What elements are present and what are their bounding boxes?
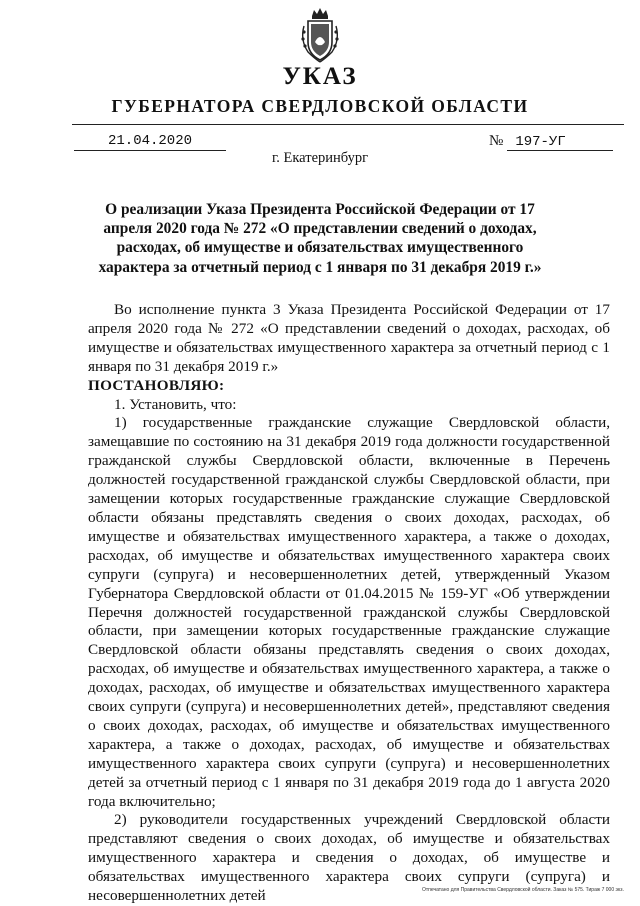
header-divider: [72, 124, 624, 125]
document-number: 197-УГ: [507, 134, 613, 151]
decree-word: ПОСТАНОВЛЯЮ:: [88, 376, 225, 394]
city-line: г. Екатеринбург: [271, 150, 369, 166]
print-footer: Отпечатано для Правительства Свердловской области. Заказ № 575. Тираж 7 000 экз.: [422, 887, 624, 893]
coat-of-arms-icon: [298, 6, 342, 64]
subitem-2-paragraph: 2) руководители государственных учреждений Свердловской области представляют сведения о своих доходах, об имуществе и обязательствах имущественного характера и сведения о доходах, об имуществе и обязательствах имущественного характера своих супруги (супруга) и несовершеннолетних детей: [88, 811, 610, 905]
subitem-1-paragraph: 1) государственные гражданские служащие Свердловской области, замещавшие по состоянию на 31 декабря 2019 года должности государственной гражданской службы Свердловской области, включенные в Перечень должностей государственной гражданской службы Свердловской области, при замещении которых государственные гражданские служащие Свердловской области обязаны представлять сведения о своих доходах, расходах, об имуществе и обязательствах имущественного характера, а также о доходах, расходах, об имуществе и обязательствах имущественного характера своих супруги (супруга) и несовершеннолетних детей, утвержденный Указом Губернатора Свердловской области от 01.04.2015 № 159-УГ «Об утверждении Перечня должностей государственной гражданской службы Свердловской области, при замещении которых государственные гражданские служащие Свердловской области обязаны представлять сведения о своих доходах, расходах, об имуществе и обязательствах имущественного характера, а также о доходах, расходах, об имуществе и обязательствах имущественного характера своих супруги (супруга) и несовершеннолетних детей», представляют сведения о своих доходах, расходах, об имуществе и обязательствах имущественного характера, а также о доходах, расходах, об имуществе и обязательствах имущественного характера своих супруги (супруга) и несовершеннолетних детей за отчетный период с 1 января по 31 декабря 2019 года до 1 августа 2020 года включительно;: [88, 414, 610, 810]
document-number-block: [489, 133, 613, 151]
document-date: 21.04.2020: [74, 133, 226, 151]
document-heading: О реализации Указа Президента Российской Федерации от 17 апреля 2020 года № 272 «О представлении сведений о доходах, расходах, об имуществе и обязательствах имущественного характера за отчетный период с 1 января по 31 декабря 2019 г.»: [98, 201, 542, 276]
document-body: [88, 301, 610, 906]
number-label: №: [489, 133, 504, 149]
document-subtitle: ГУБЕРНАТОРА СВЕРДЛОВСКОЙ ОБЛАСТИ: [111, 96, 529, 116]
preamble-paragraph: Во исполнение пункта 3 Указа Президента Российской Федерации от 17 апреля 2020 года № 272 «О представлении сведений о доходах, расходах, об имуществе и обязательствах имущественного характера за отчетный период с 1 января по 31 декабря 2019 г.»: [88, 301, 610, 375]
item-1-paragraph: 1. Установить, что:: [114, 395, 237, 413]
document-title: УКАЗ: [282, 63, 358, 90]
